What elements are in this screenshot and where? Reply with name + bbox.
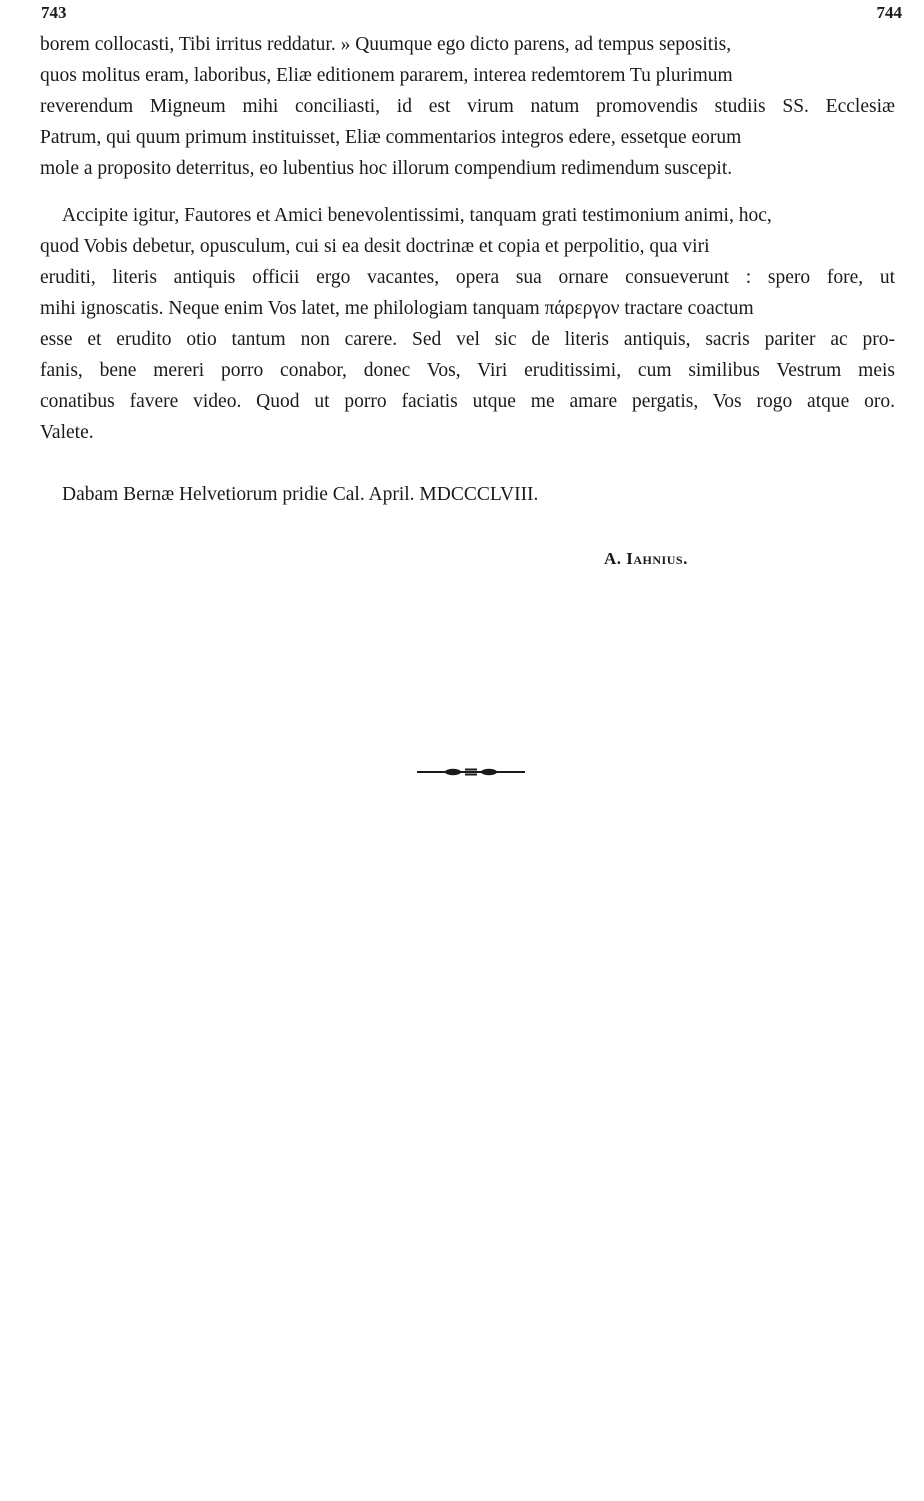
text-line: quos molitus eram, laboribus, Eliæ editionem pararem, interea redemtorem Tu plurimum [40, 65, 733, 86]
date-line: Dabam Bernæ Helvetiorum pridie Cal. April. MDCCCLVIII. [62, 484, 539, 505]
text-line: reverendum Migneum mihi conciliasti, id est virum natum promovendis studiis SS. Ecclesiæ [40, 96, 895, 117]
page-number-right: 744 [876, 3, 902, 22]
ornament-divider-icon [417, 765, 525, 779]
text-line: conatibus favere video. Quod ut porro faciatis utque me amare pergatis, Vos rogo atque oro. [40, 391, 895, 412]
text-line: Patrum, qui quum primum instituisset, Eliæ commentarios integros edere, essetque eorum [40, 127, 742, 148]
text-line: Valete. [40, 422, 94, 443]
signature: A. Iahnius. [604, 549, 688, 568]
text-line: eruditi, literis antiquis officii ergo vacantes, opera sua ornare consueverunt : spero fore, ut [40, 267, 895, 288]
text-line: quod Vobis debetur, opusculum, cui si ea desit doctrinæ et copia et perpolitio, qua viri [40, 236, 710, 257]
paragraph-1 [40, 29, 895, 184]
page-number-left: 743 [41, 3, 67, 22]
text-line: fanis, bene mereri porro conabor, donec Vos, Viri eruditissimi, cum similibus Vestrum meis [40, 360, 895, 381]
text-line: esse et erudito otio tantum non carere. Sed vel sic de literis antiquis, sacris pariter ac pro- [40, 329, 895, 350]
text-line: mihi ignoscatis. Neque enim Vos latet, me philologiam tanquam πάρεργον tractare coactum [40, 298, 754, 319]
text-line: Accipite igitur, Fautores et Amici benevolentissimi, tanquam grati testimonium animi, hoc, [62, 205, 772, 226]
text-line: mole a proposito deterritus, eo lubentius hoc illorum compendium redimendum suscepit. [40, 158, 733, 179]
paragraph-2 [40, 200, 895, 448]
text-line: borem collocasti, Tibi irritus reddatur. » Quumque ego dicto parens, ad tempus sepositis, [40, 34, 732, 55]
